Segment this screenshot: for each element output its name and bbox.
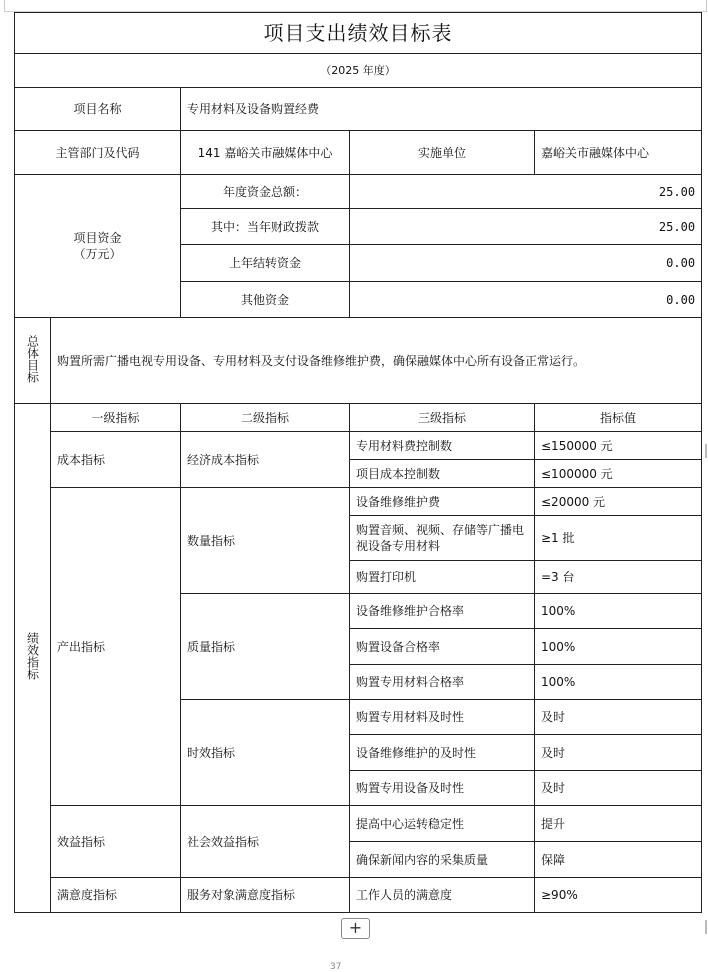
dept-label: 主管部门及代码: [15, 131, 181, 175]
indicator-value: ≤100000 元: [535, 460, 702, 488]
header-l1: 一级指标: [51, 404, 181, 432]
funds-row-value: 25.00: [350, 175, 702, 209]
funds-row-label: 上年结转资金: [181, 245, 350, 282]
indicator-value: 及时: [535, 735, 702, 771]
indicator-l3: 设备维修维护费: [350, 488, 535, 516]
header-value: 指标值: [535, 404, 702, 432]
indicator-value: =3 台: [535, 561, 702, 594]
funds-row-value: 25.00: [350, 209, 702, 245]
indicator-value: 及时: [535, 700, 702, 735]
indicator-value: 及时: [535, 771, 702, 806]
impl-unit-value: 嘉峪关市融媒体中心: [535, 131, 702, 175]
quantity-l2: 数量指标: [181, 488, 350, 594]
benefit-l2: 社会效益指标: [181, 806, 350, 878]
goal-label: [15, 318, 51, 404]
indicator-l3: 购置音频、视频、存储等广播电视设备专用材料: [350, 516, 535, 561]
satisfaction-l1: 满意度指标: [51, 878, 181, 913]
indicator-l3: 专用材料费控制数: [350, 432, 535, 460]
funds-row-label: 年度资金总额：: [181, 175, 350, 209]
timeliness-l2: 时效指标: [181, 700, 350, 806]
cost-l1: 成本指标: [51, 432, 181, 488]
goal-text: 购置所需广播电视专用设备、专用材料及支付设备维修维护费，确保融媒体中心所有设备正常运行。: [51, 318, 702, 404]
header-l2: 二级指标: [181, 404, 350, 432]
goal-label-text: 总体目标: [25, 334, 40, 383]
fiscal-year: （2025 年度）: [15, 54, 702, 88]
funds-row-label: 其中：当年财政拨款: [181, 209, 350, 245]
indicators-label-text: 绩效指标: [25, 632, 40, 680]
funds-label-text: 项目资金: [73, 231, 122, 245]
indicator-l3: 购置专用材料及时性: [350, 700, 535, 735]
scroll-marker: [705, 444, 707, 458]
indicators-label: [15, 404, 51, 913]
funds-unit: （万元）: [73, 247, 122, 261]
add-row-button[interactable]: +: [341, 918, 370, 939]
indicator-value: ≤20000 元: [535, 488, 702, 516]
table-title: 项目支出绩效目标表: [15, 13, 702, 54]
indicator-value: ≤150000 元: [535, 432, 702, 460]
indicator-value: ≥1 批: [535, 516, 702, 561]
indicator-l3: 确保新闻内容的采集质量: [350, 842, 535, 878]
dept-value: 141 嘉峪关市融媒体中心: [181, 131, 350, 175]
page-top-edge: [4, 0, 707, 12]
page-number: 37: [330, 962, 342, 972]
funds-row-value: 0.00: [350, 282, 702, 318]
indicator-l3: 购置专用材料合格率: [350, 665, 535, 700]
indicator-l3: 设备维修维护的及时性: [350, 735, 535, 771]
indicator-value: 100%: [535, 665, 702, 700]
project-name-value: 专用材料及设备购置经费: [181, 88, 702, 131]
indicator-value: 100%: [535, 629, 702, 665]
project-name-label: 项目名称: [15, 88, 181, 131]
indicator-value: 保障: [535, 842, 702, 878]
performance-target-table: [14, 12, 702, 913]
indicator-l3: 项目成本控制数: [350, 460, 535, 488]
funds-row-value: 0.00: [350, 245, 702, 282]
scroll-marker: [705, 920, 707, 934]
indicator-value: 提升: [535, 806, 702, 842]
benefit-l1: 效益指标: [51, 806, 181, 878]
indicator-l3: 工作人员的满意度: [350, 878, 535, 913]
cost-l2: 经济成本指标: [181, 432, 350, 488]
indicator-l3: 购置专用设备及时性: [350, 771, 535, 806]
indicator-l3: 提高中心运转稳定性: [350, 806, 535, 842]
indicator-l3: 购置设备合格率: [350, 629, 535, 665]
satisfaction-l2: 服务对象满意度指标: [181, 878, 350, 913]
indicator-value: ≥90%: [535, 878, 702, 913]
output-l1: 产出指标: [51, 488, 181, 806]
indicator-l3: 购置打印机: [350, 561, 535, 594]
funds-row-label: 其他资金: [181, 282, 350, 318]
quality-l2: 质量指标: [181, 594, 350, 700]
header-l3: 三级指标: [350, 404, 535, 432]
impl-unit-label: 实施单位: [350, 131, 535, 175]
funds-label: [15, 175, 181, 318]
indicator-value: 100%: [535, 594, 702, 629]
indicator-l3: 设备维修维护合格率: [350, 594, 535, 629]
